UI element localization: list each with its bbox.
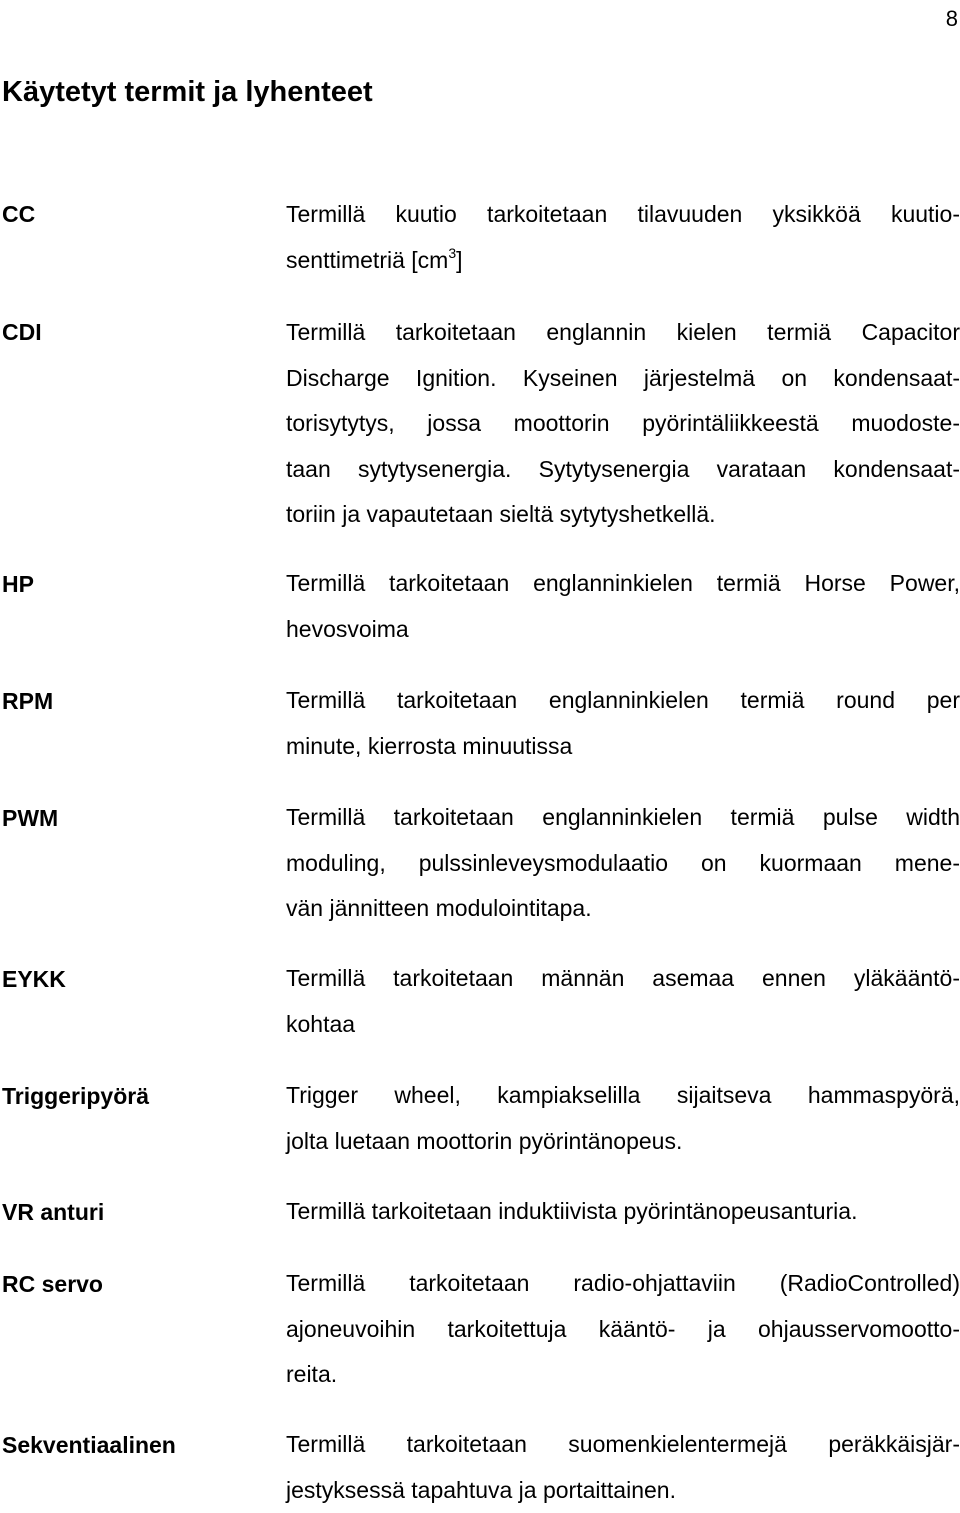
definition-line: Termillä tarkoitetaan suomenkielentermejä peräkkäisjär- <box>286 1422 960 1468</box>
definition-line <box>286 238 960 284</box>
definition-cc <box>286 192 960 283</box>
term-rc-servo: RC servo <box>2 1271 103 1298</box>
definition-hp <box>286 561 960 652</box>
definition-line: torisytytys, jossa moottorin pyörintäliikkeestä muodoste- <box>286 401 960 447</box>
definition-line: Termillä tarkoitetaan englannin kielen termiä Capacitor <box>286 310 960 356</box>
definition-line: Termillä tarkoitetaan englanninkielen termiä Horse Power, <box>286 561 960 607</box>
definition-line: moduling, pulssinleveysmodulaatio on kuormaan mene- <box>286 841 960 887</box>
term-pwm: PWM <box>2 805 58 832</box>
definition-line: minute, kierrosta minuutissa <box>286 724 960 770</box>
definition-text: senttimetriä [cm <box>286 247 448 273</box>
term-eykk: EYKK <box>2 966 66 993</box>
definition-line: Trigger wheel, kampiakselilla sijaitseva hammaspyörä, <box>286 1073 960 1119</box>
definition-line: Termillä kuutio tarkoitetaan tilavuuden yksikköä kuutio- <box>286 192 960 238</box>
definition-vr-anturi <box>286 1189 960 1235</box>
term-vr-anturi: VR anturi <box>2 1199 104 1226</box>
definition-cdi <box>286 310 960 538</box>
definition-line: vän jännitteen modulointitapa. <box>286 886 960 932</box>
definition-line: reita. <box>286 1352 960 1398</box>
definition-line: Termillä tarkoitetaan männän asemaa ennen yläkääntö- <box>286 956 960 1002</box>
definition-line: hevosvoima <box>286 607 960 653</box>
definition-line: Termillä tarkoitetaan englanninkielen termiä round per <box>286 678 960 724</box>
definition-line: kohtaa <box>286 1002 960 1048</box>
term-triggeripyora: Triggeripyörä <box>2 1083 149 1110</box>
page-title: Käytetyt termit ja lyhenteet <box>2 76 373 109</box>
definition-line: toriin ja vapautetaan sieltä sytytyshetkellä. <box>286 492 960 538</box>
definition-rpm <box>286 678 960 769</box>
term-cdi: CDI <box>2 319 42 346</box>
definition-line: jestyksessä tapahtuva ja portaittainen. <box>286 1468 960 1513</box>
definition-line: Termillä tarkoitetaan radio-ohjattaviin (RadioControlled) <box>286 1261 960 1307</box>
definition-pwm <box>286 795 960 932</box>
term-cc: CC <box>2 201 35 228</box>
definition-line: jolta luetaan moottorin pyörintänopeus. <box>286 1119 960 1165</box>
definition-rc-servo <box>286 1261 960 1398</box>
superscript: 3 <box>448 245 456 261</box>
term-hp: HP <box>2 571 34 598</box>
definition-line: Discharge Ignition. Kyseinen järjestelmä on kondensaat- <box>286 356 960 402</box>
definition-eykk <box>286 956 960 1047</box>
term-sekventiaalinen: Sekventiaalinen <box>2 1432 176 1459</box>
definition-line: ajoneuvoihin tarkoitettuja kääntö- ja ohjausservomootto- <box>286 1307 960 1353</box>
definition-line: taan sytytysenergia. Sytytysenergia varataan kondensaat- <box>286 447 960 493</box>
term-rpm: RPM <box>2 688 53 715</box>
definition-text: ] <box>456 247 462 273</box>
page-number: 8 <box>0 6 958 32</box>
definition-sekventiaalinen <box>286 1422 960 1513</box>
definition-line: Termillä tarkoitetaan induktiivista pyörintänopeusanturia. <box>286 1189 960 1235</box>
definition-line: Termillä tarkoitetaan englanninkielen termiä pulse width <box>286 795 960 841</box>
definition-triggeripyora <box>286 1073 960 1164</box>
